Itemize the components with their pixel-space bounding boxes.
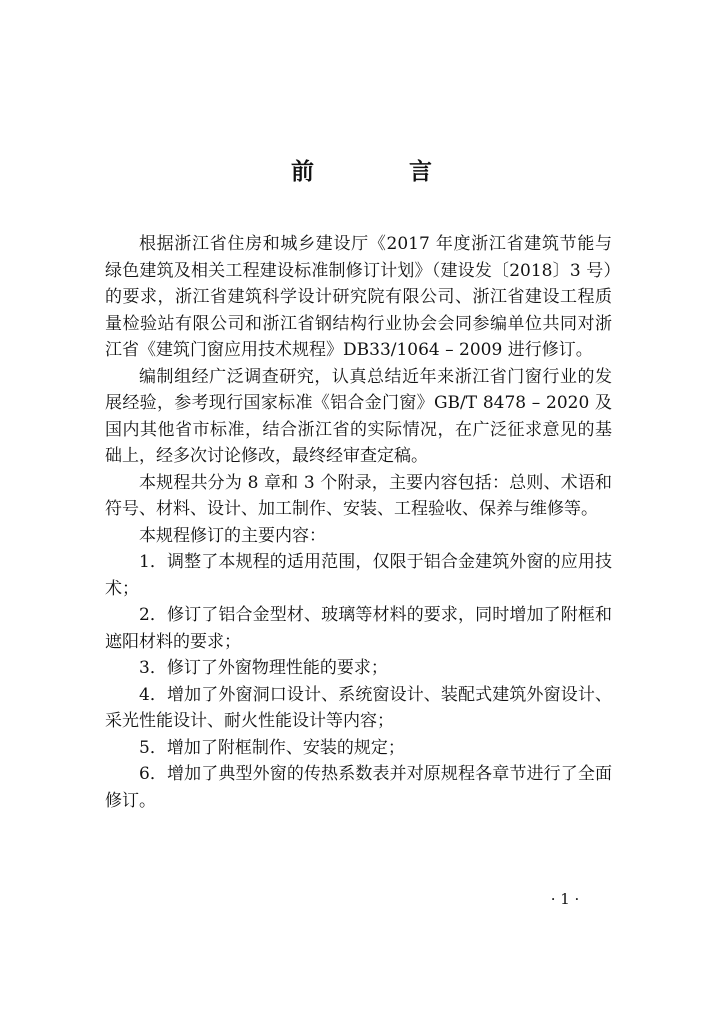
paragraph-contents: 本规程共分为 8 章和 3 个附录，主要内容包括：总则、术语和符号、材料、设计、加工制作、安装、工程验收、保养与维修等。 <box>105 472 612 519</box>
page-title: 前 言 <box>291 159 468 185</box>
revision-item-6: 6．增加了典型外窗的传热系数表并对原规程各章节进行了全面修订。 <box>105 764 612 811</box>
revision-item-5: 5．增加了附框制作、安装的规定； <box>139 737 405 758</box>
paragraph-background: 根据浙江省住房和城乡建设厅《2017 年度浙江省建筑节能与绿色建筑及相关工程建设标准制修订计划》（建设发〔2018〕3 号）的要求，浙江省建筑科学设计研究院有限公司、浙江省建设工程质量检验站有限公司和浙江省钢结构行业协会会同参编单位共同对浙江省《建筑门窗应用技术规程》DB33/1064 – 2009 进行修订。 <box>105 234 612 360</box>
revision-item-1: 1．调整了本规程的适用范围，仅限于铝合金建筑外窗的应用技术； <box>105 552 612 599</box>
revision-item-2: 2．修订了铝合金型材、玻璃等材料的要求，同时增加了附框和遮阳材料的要求； <box>105 605 612 652</box>
revision-item-3: 3．修订了外窗物理性能的要求； <box>139 658 388 678</box>
revision-item-4: 4．增加了外窗洞口设计、系统窗设计、装配式建筑外窗设计、采光性能设计、耐火性能设计等内容； <box>105 684 612 731</box>
paragraph-compilation: 编制组经广泛调查研究，认真总结近年来浙江省门窗行业的发展经验，参考现行国家标准《铝合金门窗》GB/T 8478 – 2020 及国内其他省市标准，结合浙江省的实际情况，在广泛征求意见的基础上，经多次讨论修改，最终经审查定稿。 <box>105 366 612 466</box>
document-body <box>105 231 612 814</box>
page-number: · 1 · <box>550 890 580 908</box>
paragraph-revision-intro: 本规程修订的主要内容： <box>139 525 326 546</box>
